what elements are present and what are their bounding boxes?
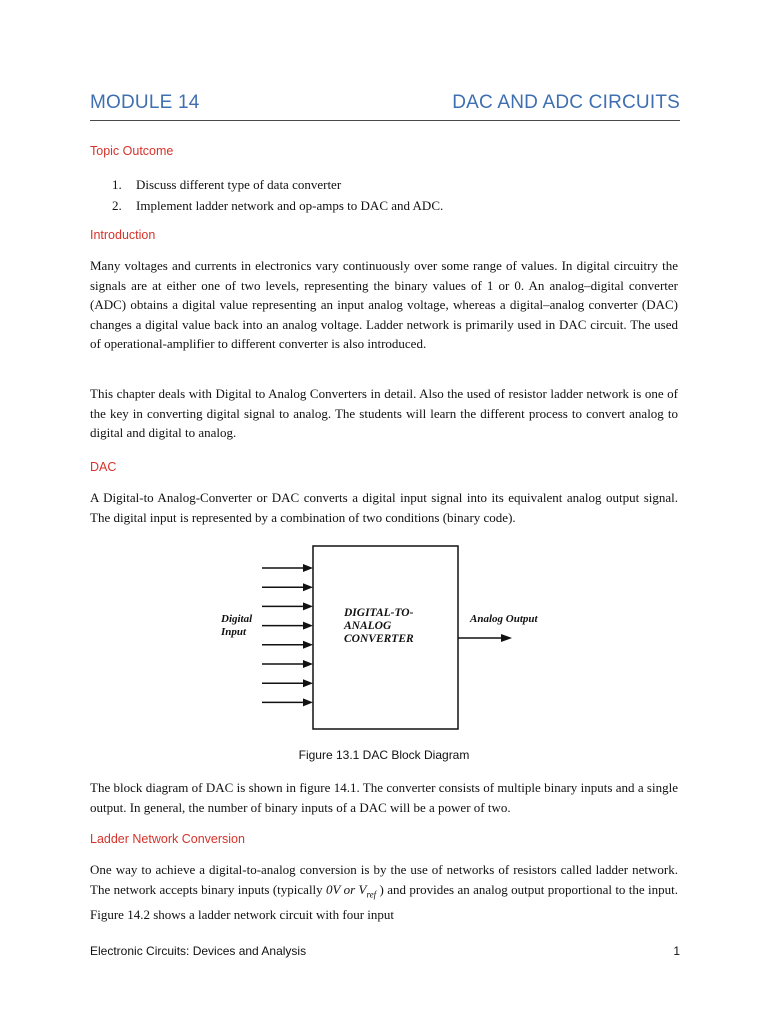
page-footer [90,944,680,960]
introduction-heading: Introduction [90,228,156,242]
analog-output-label: Analog Output [470,613,538,625]
list-item: 1. Discuss different type of data converter [112,177,342,192]
figure-caption: Figure 13.1 DAC Block Diagram [298,748,470,762]
introduction-paragraph-1: Many voltages and currents in electronics vary continuously over some range of values. In digital circuitry the signals are at either one of two levels, representing the binary values of 1 or 0. An analog–digital converter (ADC) obtains a digital value representing an input analog voltage, whereas a digital–analog converter (DAC) changes a digital value back into an analog voltage. Ladder network is primarily used in DAC circuit. The used of operational-amplifier to different converter is also introduced. [90,258,678,352]
page-header [90,92,680,122]
output-arrowhead-icon [501,634,512,642]
input-arrows [262,564,313,706]
topic-outcome-list [112,174,443,216]
module-number: MODULE 14 [90,92,200,113]
input-arrowhead-icon [303,564,313,572]
input-arrowhead-icon [303,622,313,630]
math-subscript: ref [366,889,377,900]
ladder-network-heading: Ladder Network Conversion [90,832,245,846]
ladder-network-paragraph: One way to achieve a digital-to-analog conversion is by the use of networks of resistors called ladder network. The network accepts binary inputs (typically 0V or $V_{ref}$ ) and provides an analog output proportional to the input. Figure 14.2 shows a ladder network circuit with four input [90,862,679,922]
block-diagram-paragraph: The block diagram of DAC is shown in figure 14.1. The converter consists of multiple binary inputs and a single output. In general, the number of binary inputs of a DAC will be a power of two. [90,780,678,815]
introduction-paragraph-2: This chapter deals with Digital to Analog Converters in detail. Also the used of resistor ladder network is one of the key in converting digital signal to analog. The students will learn the different process to convert analog to digital and digital to analog. [90,386,678,441]
math-expression: 0V or V [326,881,367,897]
input-arrowhead-icon [303,602,313,610]
topic-outcome-heading: Topic Outcome [90,144,174,158]
dac-block-diagram [210,540,570,740]
dac-paragraph: A Digital-to Analog-Converter or DAC converts a digital input signal into its equivalent analog output signal. The digital input is represented by a combination of two conditions (binary code). [90,490,678,525]
input-arrowhead-icon [303,698,313,706]
input-arrowhead-icon [303,660,313,668]
input-arrowhead-icon [303,641,313,649]
header-divider [90,120,680,121]
dac-heading: DAC [90,460,117,474]
input-arrowhead-icon [303,583,313,591]
input-arrowhead-icon [303,679,313,687]
footer-book-title: Electronic Circuits: Devices and Analysis [90,944,307,958]
digital-input-label: Digital Input [221,613,253,638]
converter-label: DIGITAL-TO- ANALOG CONVERTER [344,607,414,645]
page-number: 1 [673,944,680,958]
list-item: 2. Implement ladder network and op-amps to DAC and ADC. [112,198,444,213]
module-title: DAC AND ADC CIRCUITS [452,92,680,113]
